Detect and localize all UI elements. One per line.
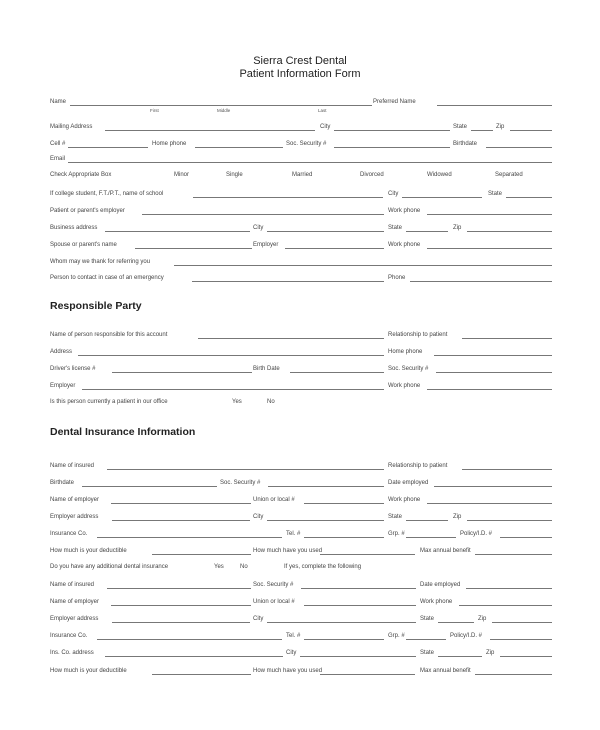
status-divorced[interactable]: Divorced — [360, 172, 384, 178]
ins1-birthdate-row — [50, 480, 552, 490]
ins2-company-state-label: State — [420, 650, 435, 656]
state-label: State — [453, 124, 468, 130]
state-field[interactable] — [471, 130, 493, 131]
ins1-deductible-label: How much is your deductible — [50, 548, 127, 554]
ins1-company-row — [50, 531, 552, 541]
college-label: If college student, F.T./P.T., name of school — [50, 191, 164, 197]
ins1-grp-field[interactable] — [406, 537, 456, 538]
responsible-is-patient-row — [50, 399, 552, 409]
ins2-city-field[interactable] — [267, 622, 416, 623]
ins1-tel-label: Tel. # — [286, 531, 301, 537]
responsible-home-phone-field[interactable] — [434, 355, 552, 356]
ins1-deductible-field[interactable] — [152, 554, 251, 555]
birthdate-field[interactable] — [486, 147, 552, 148]
ins1-birthdate-field[interactable] — [82, 486, 217, 487]
ins1-state-field[interactable] — [406, 520, 448, 521]
preferred-name-label: Preferred Name — [373, 99, 416, 105]
ins2-union-field[interactable] — [304, 605, 416, 606]
ins2-company-field[interactable] — [97, 639, 282, 640]
ins1-employer-address-row — [50, 514, 552, 524]
ins2-deductible-label: How much is your deductible — [50, 668, 127, 674]
additional-insurance-instructions: If yes, complete the following — [284, 564, 362, 570]
ins1-employer-field[interactable] — [111, 503, 251, 504]
emergency-field[interactable] — [192, 281, 384, 282]
work-phone-field[interactable] — [427, 214, 552, 215]
ins2-company-city-label: City — [286, 650, 297, 656]
responsible-name-row — [50, 332, 552, 342]
business-address-row — [50, 225, 552, 235]
additional-insurance-label: Do you have any additional dental insurance — [50, 564, 169, 570]
college-field[interactable] — [193, 197, 383, 198]
emergency-label: Person to contact in case of an emergency — [50, 275, 164, 281]
business-zip-field[interactable] — [467, 231, 552, 232]
referral-row — [50, 259, 552, 269]
college-city-label: City — [388, 191, 399, 197]
ins2-company-state-field[interactable] — [438, 656, 482, 657]
status-separated[interactable]: Separated — [495, 172, 523, 178]
ins2-city-label: City — [253, 616, 264, 622]
last-name-sublabel: Last — [318, 108, 327, 113]
emergency-phone-field[interactable] — [410, 281, 552, 282]
zip-field[interactable] — [510, 130, 552, 131]
city-label: City — [320, 124, 331, 130]
ins2-company-row — [50, 633, 552, 643]
ins2-ssn-field[interactable] — [301, 588, 416, 589]
practice-name: Sierra Crest Dental — [253, 55, 347, 67]
ins2-deductible-row — [50, 668, 552, 678]
mailing-address-label: Mailing Address — [50, 124, 93, 130]
ins1-relationship-field[interactable] — [462, 469, 552, 470]
responsible-work-phone-label: Work phone — [388, 383, 421, 389]
email-field[interactable] — [68, 162, 552, 163]
ins1-work-phone-label: Work phone — [388, 497, 421, 503]
ins2-work-phone-field[interactable] — [459, 605, 552, 606]
responsible-relationship-label: Relationship to patient — [388, 332, 448, 338]
ins1-zip-label: Zip — [453, 514, 462, 520]
ins1-max-benefit-field[interactable] — [475, 554, 552, 555]
check-box-label: Check Appropriate Box — [50, 172, 112, 178]
cell-row — [50, 141, 552, 151]
business-city-label: City — [253, 225, 264, 231]
ins1-state-label: State — [388, 514, 403, 520]
cell-label: Cell # — [50, 141, 66, 147]
ins1-max-benefit-label: Max annual benefit — [420, 548, 471, 554]
spouse-label: Spouse or parent's name — [50, 242, 117, 248]
ins2-name-label: Name of insured — [50, 582, 95, 588]
responsible-relationship-field[interactable] — [462, 338, 552, 339]
ins2-max-benefit-field[interactable] — [475, 674, 552, 675]
additional-insurance-no[interactable]: No — [240, 564, 248, 570]
responsible-is-patient-no[interactable]: No — [267, 399, 275, 405]
ins1-policy-label: Policy/I.D. # — [460, 531, 493, 537]
ins2-work-phone-label: Work phone — [420, 599, 453, 605]
ins2-name-field[interactable] — [107, 588, 251, 589]
ins2-used-label: How much have you used — [253, 668, 323, 674]
ins1-employer-label: Name of employer — [50, 497, 100, 503]
responsible-address-row — [50, 349, 552, 359]
ins1-deductible-row — [50, 548, 552, 558]
ins2-zip-label: Zip — [478, 616, 487, 622]
ins2-company-zip-field[interactable] — [500, 656, 552, 657]
ins1-name-field[interactable] — [107, 469, 384, 470]
employer-row — [50, 208, 552, 218]
ins1-employer-address-field[interactable] — [112, 520, 250, 521]
name-field[interactable] — [70, 105, 372, 106]
responsible-is-patient-yes[interactable]: Yes — [232, 399, 242, 405]
form-title: Patient Information Form — [239, 68, 361, 80]
business-state-label: State — [388, 225, 403, 231]
ins1-union-field[interactable] — [304, 503, 384, 504]
responsible-party-heading: Responsible Party — [50, 300, 142, 312]
ins2-employer-row — [50, 599, 552, 609]
ins1-union-label: Union or local # — [253, 497, 295, 503]
ins1-policy-field[interactable] — [500, 537, 552, 538]
responsible-license-row — [50, 366, 552, 376]
ins2-grp-label: Grp. # — [388, 633, 405, 639]
birthdate-label: Birthdate — [453, 141, 478, 147]
spouse-row — [50, 242, 552, 252]
status-single[interactable]: Single — [226, 172, 243, 178]
emergency-row — [50, 275, 552, 285]
ins1-tel-field[interactable] — [304, 537, 384, 538]
ins2-employer-field[interactable] — [111, 605, 251, 606]
ins1-work-phone-field[interactable] — [427, 503, 552, 504]
ssn-label: Soc. Security # — [286, 141, 327, 147]
ins1-company-label: Insurance Co. — [50, 531, 88, 537]
ins2-employer-address-label: Employer address — [50, 616, 99, 622]
ins1-date-employed-label: Date employed — [388, 480, 429, 486]
college-state-field[interactable] — [506, 197, 552, 198]
responsible-ssn-field[interactable] — [436, 372, 552, 373]
responsible-employer-field[interactable] — [82, 389, 384, 390]
ssn-field[interactable] — [334, 147, 450, 148]
referral-label: Whom may we thank for referring you — [50, 259, 151, 265]
college-state-label: State — [488, 191, 503, 197]
ins1-employer-address-label: Employer address — [50, 514, 99, 520]
college-city-field[interactable] — [402, 197, 482, 198]
emergency-phone-label: Phone — [388, 275, 406, 281]
ins2-company-address-label: Ins. Co. address — [50, 650, 94, 656]
ins2-policy-field[interactable] — [490, 639, 552, 640]
responsible-home-phone-label: Home phone — [388, 349, 423, 355]
marital-status-row — [50, 172, 552, 182]
ins2-zip-field[interactable] — [492, 622, 552, 623]
spouse-work-phone-field[interactable] — [427, 248, 552, 249]
responsible-license-field[interactable] — [112, 372, 252, 373]
ins2-max-benefit-label: Max annual benefit — [420, 668, 471, 674]
ins2-employer-label: Name of employer — [50, 599, 100, 605]
spouse-work-phone-label: Work phone — [388, 242, 421, 248]
spouse-employer-label: Employer — [253, 242, 279, 248]
mailing-address-field[interactable] — [105, 130, 315, 131]
business-address-field[interactable] — [105, 231, 250, 232]
ins1-grp-label: Grp. # — [388, 531, 405, 537]
ins1-city-field[interactable] — [267, 520, 384, 521]
ins1-date-employed-field[interactable] — [434, 486, 552, 487]
spouse-field[interactable] — [135, 248, 252, 249]
ins2-used-field[interactable] — [320, 674, 415, 675]
ins1-name-row — [50, 463, 552, 473]
dental-insurance-heading: Dental Insurance Information — [50, 426, 196, 438]
responsible-birth-date-label: Birth Date — [253, 366, 280, 372]
status-married[interactable]: Married — [292, 172, 313, 178]
email-row — [50, 156, 552, 166]
ins2-employer-address-field[interactable] — [112, 622, 250, 623]
employer-field[interactable] — [142, 214, 384, 215]
ins2-state-field[interactable] — [438, 622, 474, 623]
ins2-grp-field[interactable] — [406, 639, 446, 640]
responsible-is-patient-label: Is this person currently a patient in our office — [50, 399, 168, 405]
ins2-employer-address-row — [50, 616, 552, 626]
college-row — [50, 191, 552, 201]
mailing-address-row — [50, 124, 552, 134]
business-address-label: Business address — [50, 225, 98, 231]
responsible-name-field[interactable] — [198, 338, 384, 339]
name-row — [50, 99, 552, 109]
ins2-deductible-field[interactable] — [152, 674, 251, 675]
additional-insurance-yes[interactable]: Yes — [214, 564, 224, 570]
home-phone-field[interactable] — [195, 147, 283, 148]
ins2-date-employed-field[interactable] — [466, 588, 552, 589]
name-label: Name — [50, 99, 67, 105]
business-state-field[interactable] — [406, 231, 448, 232]
employer-label: Patient or parent's employer — [50, 208, 125, 214]
middle-name-sublabel: Middle — [217, 108, 231, 113]
responsible-work-phone-field[interactable] — [427, 389, 552, 390]
status-widowed[interactable]: Widowed — [427, 172, 452, 178]
ins1-used-field[interactable] — [320, 554, 415, 555]
ins1-relationship-label: Relationship to patient — [388, 463, 448, 469]
ins1-birthdate-label: Birthdate — [50, 480, 75, 486]
work-phone-label: Work phone — [388, 208, 421, 214]
ins1-used-label: How much have you used — [253, 548, 323, 554]
ins2-company-label: Insurance Co. — [50, 633, 88, 639]
ins1-company-field[interactable] — [97, 537, 282, 538]
ins1-ssn-field[interactable] — [268, 486, 384, 487]
ins2-tel-label: Tel. # — [286, 633, 301, 639]
business-zip-label: Zip — [453, 225, 462, 231]
responsible-ssn-label: Soc. Security # — [388, 366, 429, 372]
ins1-city-label: City — [253, 514, 264, 520]
ins2-company-address-field[interactable] — [105, 656, 283, 657]
ins2-company-address-row — [50, 650, 552, 660]
referral-field[interactable] — [174, 265, 552, 266]
ins2-tel-field[interactable] — [304, 639, 384, 640]
cell-field[interactable] — [68, 147, 148, 148]
ins2-company-city-field[interactable] — [300, 656, 416, 657]
zip-label: Zip — [496, 124, 505, 130]
spouse-employer-field[interactable] — [285, 248, 384, 249]
ins1-zip-field[interactable] — [467, 520, 552, 521]
business-city-field[interactable] — [267, 231, 384, 232]
responsible-employer-label: Employer — [50, 383, 76, 389]
responsible-birth-date-field[interactable] — [290, 372, 384, 373]
first-name-sublabel: First — [150, 108, 159, 113]
ins1-employer-row — [50, 497, 552, 507]
ins1-ssn-label: Soc. Security # — [220, 480, 261, 486]
responsible-license-label: Driver's license # — [50, 366, 96, 372]
responsible-address-label: Address — [50, 349, 73, 355]
responsible-employer-row — [50, 383, 552, 393]
status-minor[interactable]: Minor — [174, 172, 190, 178]
ins2-union-label: Union or local # — [253, 599, 295, 605]
city-field[interactable] — [334, 130, 450, 131]
additional-insurance-row — [50, 564, 552, 574]
preferred-name-field[interactable] — [437, 105, 552, 106]
ins2-name-row — [50, 582, 552, 592]
responsible-name-label: Name of person responsible for this account — [50, 332, 168, 338]
ins1-name-label: Name of insured — [50, 463, 95, 469]
email-label: Email — [50, 156, 66, 162]
ins2-ssn-label: Soc. Security # — [253, 582, 294, 588]
ins2-date-employed-label: Date employed — [420, 582, 461, 588]
home-phone-label: Home phone — [152, 141, 187, 147]
ins2-company-zip-label: Zip — [486, 650, 495, 656]
responsible-address-field[interactable] — [78, 355, 384, 356]
ins2-policy-label: Policy/I.D. # — [450, 633, 483, 639]
ins2-state-label: State — [420, 616, 435, 622]
